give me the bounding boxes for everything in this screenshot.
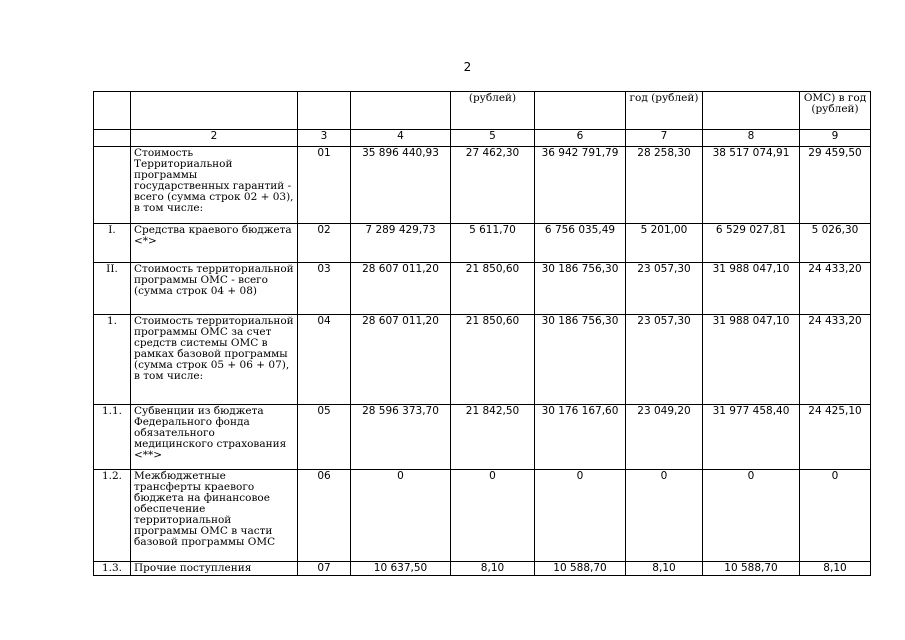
value-col5: 0 <box>451 470 535 562</box>
header-cell-col9: ОМС) в год (рублей) <box>800 92 871 130</box>
value-col8: 6 529 027,81 <box>703 224 800 263</box>
value-col9: 24 425,10 <box>800 405 871 470</box>
value-col7: 8,10 <box>626 562 703 576</box>
row-index: 1.1. <box>94 405 131 470</box>
value-col7: 23 049,20 <box>626 405 703 470</box>
value-col9: 0 <box>800 470 871 562</box>
value-col4: 10 637,50 <box>351 562 451 576</box>
value-col7: 23 057,30 <box>626 263 703 315</box>
table-row <box>94 562 871 576</box>
header-cell <box>351 92 451 130</box>
column-number: 5 <box>451 130 535 147</box>
value-col6: 30 176 167,60 <box>535 405 626 470</box>
value-col5: 21 850,60 <box>451 315 535 405</box>
table-row <box>94 263 871 315</box>
value-col4: 28 607 011,20 <box>351 315 451 405</box>
header-cell-col7: год (рублей) <box>626 92 703 130</box>
column-number: 2 <box>131 130 298 147</box>
row-label: Средства краевого бюджета <*> <box>131 224 298 263</box>
value-col5: 8,10 <box>451 562 535 576</box>
table-row <box>94 315 871 405</box>
value-col6: 30 186 756,30 <box>535 315 626 405</box>
value-col6: 30 186 756,30 <box>535 263 626 315</box>
financial-table <box>93 91 871 576</box>
value-col6: 36 942 791,79 <box>535 147 626 224</box>
value-col9: 24 433,20 <box>800 263 871 315</box>
row-label: Стоимость территориальной программы ОМС - всего (сумма строк 04 + 08) <box>131 263 298 315</box>
table-row <box>94 405 871 470</box>
row-index: 1.3. <box>94 562 131 576</box>
value-col8: 31 988 047,10 <box>703 263 800 315</box>
header-cell <box>703 92 800 130</box>
row-index <box>94 147 131 224</box>
row-label: Субвенции из бюджета Федерального фонда обязательного медицинского страхования <**> <box>131 405 298 470</box>
row-code: 02 <box>298 224 351 263</box>
value-col7: 28 258,30 <box>626 147 703 224</box>
value-col9: 5 026,30 <box>800 224 871 263</box>
column-number: 6 <box>535 130 626 147</box>
value-col9: 29 459,50 <box>800 147 871 224</box>
header-row <box>94 92 871 130</box>
value-col5: 21 842,50 <box>451 405 535 470</box>
value-col4: 28 607 011,20 <box>351 263 451 315</box>
value-col4: 35 896 440,93 <box>351 147 451 224</box>
column-number: 4 <box>351 130 451 147</box>
value-col9: 8,10 <box>800 562 871 576</box>
row-code: 06 <box>298 470 351 562</box>
row-index: 1. <box>94 315 131 405</box>
row-label: Стоимость Территориальной программы государственных гарантий - всего (сумма строк 02 + 03), в том числе: <box>131 147 298 224</box>
value-col4: 7 289 429,73 <box>351 224 451 263</box>
header-cell <box>94 92 131 130</box>
table-row <box>94 470 871 562</box>
table-row <box>94 224 871 263</box>
value-col8: 0 <box>703 470 800 562</box>
column-number <box>94 130 131 147</box>
value-col7: 23 057,30 <box>626 315 703 405</box>
value-col7: 0 <box>626 470 703 562</box>
row-code: 04 <box>298 315 351 405</box>
header-cell <box>298 92 351 130</box>
value-col4: 0 <box>351 470 451 562</box>
value-col8: 31 977 458,40 <box>703 405 800 470</box>
value-col8: 31 988 047,10 <box>703 315 800 405</box>
table-row <box>94 147 871 224</box>
column-number: 8 <box>703 130 800 147</box>
column-number: 3 <box>298 130 351 147</box>
row-label: Стоимость территориальной программы ОМС за счет средств системы ОМС в рамках базовой программы (сумма строк 05 + 06 + 07), в том числе: <box>131 315 298 405</box>
row-index: II. <box>94 263 131 315</box>
column-number: 9 <box>800 130 871 147</box>
value-col8: 10 588,70 <box>703 562 800 576</box>
value-col8: 38 517 074,91 <box>703 147 800 224</box>
row-code: 05 <box>298 405 351 470</box>
row-index: 1.2. <box>94 470 131 562</box>
value-col5: 27 462,30 <box>451 147 535 224</box>
row-label: Прочие поступления <box>131 562 298 576</box>
value-col4: 28 596 373,70 <box>351 405 451 470</box>
row-code: 03 <box>298 263 351 315</box>
header-cell-col5: (рублей) <box>451 92 535 130</box>
header-cell <box>535 92 626 130</box>
row-code: 07 <box>298 562 351 576</box>
column-number: 7 <box>626 130 703 147</box>
value-col9: 24 433,20 <box>800 315 871 405</box>
value-col6: 6 756 035,49 <box>535 224 626 263</box>
row-code: 01 <box>298 147 351 224</box>
row-index: I. <box>94 224 131 263</box>
page-number: 2 <box>463 60 472 74</box>
value-col6: 10 588,70 <box>535 562 626 576</box>
header-cell <box>131 92 298 130</box>
value-col6: 0 <box>535 470 626 562</box>
value-col7: 5 201,00 <box>626 224 703 263</box>
value-col5: 5 611,70 <box>451 224 535 263</box>
value-col5: 21 850,60 <box>451 263 535 315</box>
column-number-row <box>94 130 871 147</box>
row-label: Межбюджетные трансферты краевого бюджета на финансовое обеспечение территориальной программы ОМС в части базовой программы ОМС <box>131 470 298 562</box>
